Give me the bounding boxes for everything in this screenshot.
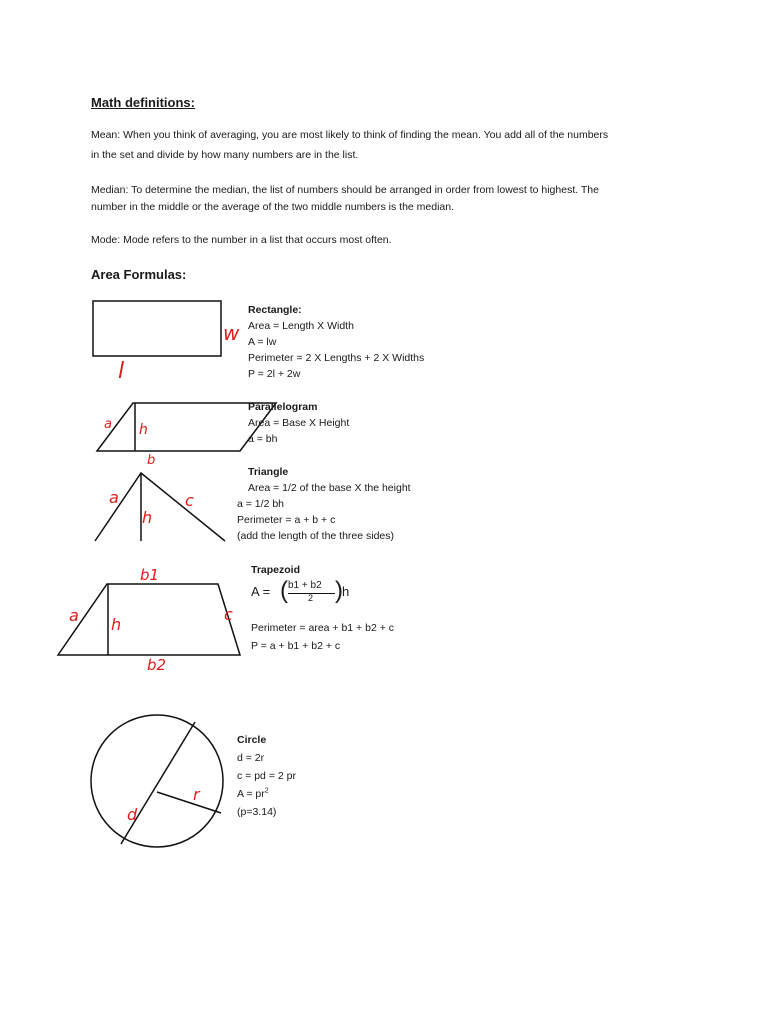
page-title: Math definitions: [91, 95, 195, 110]
trapezoid-c-label: c [224, 605, 233, 624]
rectangle-line: A = lw [248, 336, 277, 348]
parallelogram-formulas [248, 399, 349, 447]
circle-formulas [237, 731, 296, 821]
circle-radius [157, 792, 221, 813]
triangle-c-label: c [185, 491, 194, 510]
rectangle-line: Area = Length X Width [248, 320, 354, 332]
triangle-h-label: h [142, 508, 153, 527]
triangle-shape [95, 473, 225, 541]
parallelogram-line: Area = Base X Height [248, 417, 350, 429]
rectangle-title: Rectangle: [248, 304, 302, 316]
formula-numerator: b1 + b2 [288, 580, 322, 591]
triangle-title: Triangle [248, 466, 289, 478]
rectangle-formulas [248, 302, 424, 382]
parallelogram-line: a = bh [248, 433, 278, 445]
trapezoid-a-label: a [69, 606, 79, 625]
circle-area-exponent: 2 [264, 787, 269, 795]
open-paren: ( [280, 577, 288, 604]
circle-area-line [237, 785, 296, 803]
trapezoid-line: P = a + b1 + b2 + c [251, 640, 341, 652]
rectangle-line: P = 2l + 2w [248, 368, 301, 380]
mean-line-1: Mean: When you think of averaging, you are most likely to think of finding the mean. You add all of the numbers [91, 129, 609, 141]
triangle-line: Perimeter = a + b + c [237, 514, 336, 526]
circle-pi-note: (p=3.14) [237, 806, 277, 818]
triangle-line: Area = 1/2 of the base X the height [248, 482, 411, 494]
trapezoid-formula [251, 579, 361, 609]
trapezoid-title: Trapezoid [251, 564, 301, 576]
parallelogram-b-label: b [147, 453, 156, 468]
median-line-1: Median: To determine the median, the list of numbers should be arranged in order from lowest to highest. The [91, 184, 599, 196]
trapezoid-line: Perimeter = area + b1 + b2 + c [251, 622, 395, 634]
trapezoid-b1-label: b1 [140, 566, 160, 584]
circle-line: c = pd = 2 pr [237, 770, 296, 782]
circle-title: Circle [237, 734, 267, 746]
area-formulas-heading: Area Formulas: [91, 267, 187, 282]
rectangle-l-label: l [118, 359, 125, 384]
median-line-2: number in the middle or the average of the two middle numbers is the median. [91, 201, 455, 213]
triangle-line: a = 1/2 bh [237, 498, 284, 510]
mode-definition: Mode: Mode refers to the number in a list that occurs most often. [91, 234, 392, 246]
parallelogram-h-label: h [139, 422, 148, 438]
triangle-a-label: a [109, 488, 119, 507]
formula-lhs: A = [251, 584, 271, 599]
formula-suffix: h [342, 584, 350, 599]
circle-r-label: r [193, 785, 200, 804]
circle-shape [91, 715, 223, 847]
trapezoid-b2-label: b2 [147, 656, 167, 674]
circle-line: d = 2r [237, 752, 265, 764]
rectangle-line: Perimeter = 2 X Lengths + 2 X Widths [248, 352, 425, 364]
circle-d-label: d [127, 805, 138, 824]
close-paren: ) [335, 577, 343, 604]
circle-area-base: A = pr [237, 788, 265, 800]
parallelogram-title: Parallelogram [248, 401, 318, 413]
parallelogram-a-label: a [104, 417, 112, 432]
rectangle-w-label: w [223, 321, 240, 345]
trapezoid-shape [58, 584, 240, 655]
formula-denominator: 2 [308, 593, 314, 603]
mean-line-2: in the set and divide by how many numbers are in the list. [91, 149, 359, 161]
circle-diameter [121, 722, 195, 844]
rectangle-shape [93, 301, 221, 356]
trapezoid-h-label: h [111, 615, 122, 634]
triangle-line: (add the length of the three sides) [237, 530, 395, 542]
